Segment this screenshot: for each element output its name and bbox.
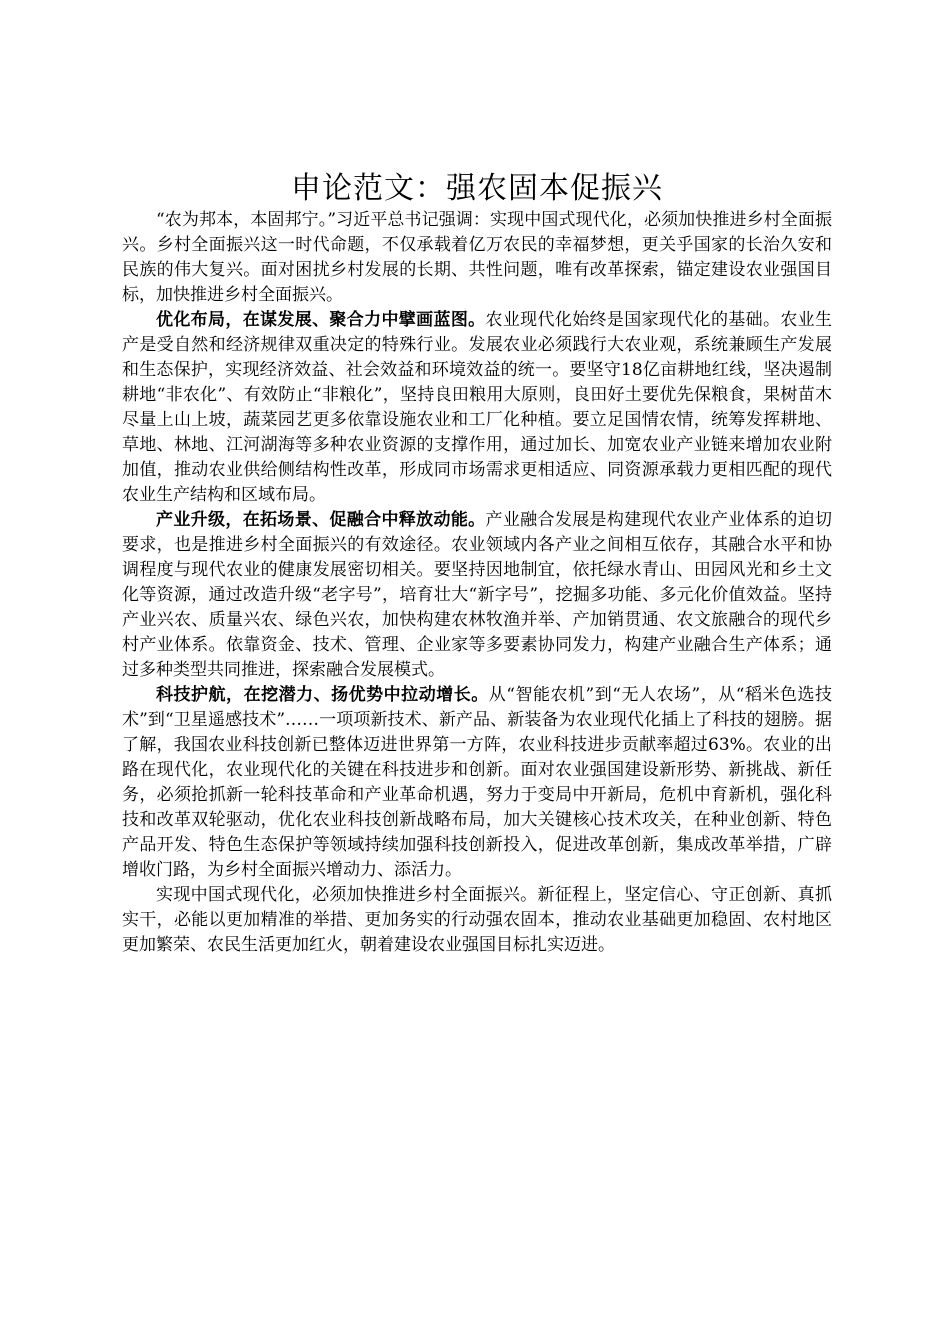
section-heading-3: 科技护航，在挖潜力、扬优势中拉动增长。 [156, 685, 489, 705]
section-body-2: 产业融合发展是构建现代农业产业体系的迫切要求，也是推进乡村全面振兴的有效途径。农业领域内各产业之间相互依存，其融合水平和协调程度与现代农业的健康发展密切相关。要坚持因地制宜，依托绿水青山、田园风光和乡土文化等资源，通过改造升级“老字号”，培育壮大“新字号”，挖掘多功能、多元化价值效益。坚持产业兴农、质量兴农、绿色兴农，加快构建农林牧渔并举、产加销贯通、农文旅融合的现代乡村产业体系。依靠资金、技术、管理、企业家等多要素协同发力，构建产业融合生产体系；通过多种类型共同推进，探索融合发展模式。 [122, 510, 832, 680]
section-body-3: 从“智能农机”到“无人农场”，从“稻米色选技术”到“卫星遥感技术”……一项项新技术、新产品、新装备为农业现代化插上了科技的翅膀。据了解，我国农业科技创新已整体迈进世界第一方阵，农业科技进步贡献率超过63%。农业的出路在现代化，农业现代化的关键在科技进步和创新。面对农业强国建设新形势、新挑战、新任务，必须抢抓新一轮科技革命和产业革命机遇，努力于变局中开新局，危机中育新机，强化科技和改革双轮驱动，优化农业科技创新战略布局，加大关键核心技术攻关，在种业创新、特色产品开发、特色生态保护等领域持续加强科技创新投入，促进改革创新，集成改革举措，广辟增收门路，为乡村全面振兴增动力、添活力。 [122, 685, 832, 880]
section-heading-2: 产业升级，在拓场景、促融合中释放动能。 [156, 510, 486, 530]
section-paragraph-3 [122, 683, 832, 883]
intro-paragraph: “农为邦本，本固邦宁。”习近平总书记强调：实现中国式现代化，必须加快推进乡村全面振兴。乡村全面振兴这一时代命题，不仅承载着亿万农民的幸福梦想，更关乎国家的长治久安和民族的伟大复兴。面对困扰乡村发展的长期、共性问题，唯有改革探索，锚定建设农业强国目标，加快推进乡村全面振兴。 [122, 210, 832, 305]
section-paragraph-1 [122, 308, 832, 508]
conclusion-paragraph: 实现中国式现代化，必须加快推进乡村全面振兴。新征程上，坚定信心、守正创新、真抓实干，必能以更加精准的举措、更加务实的行动强农固本，推动农业基础更加稳固、农村地区更加繁荣、农民生活更加红火，朝着建设农业强国目标扎实迈进。 [122, 885, 832, 955]
section-body-1: 农业现代化始终是国家现代化的基础。农业生产是受自然和经济规律双重决定的特殊行业。发展农业必须践行大农业观，系统兼顾生产发展和生态保护，实现经济效益、社会效益和环境效益的统一。要坚守18亿亩耕地红线，坚决遏制耕地“非农化”、有效防止“非粮化”，坚持良田粮用大原则，良田好土要优先保粮食，果树苗木尽量上山上坡，蔬菜园艺更多依靠设施农业和工厂化种植。要立足国情农情，统筹发挥耕地、草地、林地、江河湖海等多种农业资源的支撑作用，通过加长、加宽农业产业链来增加农业附加值，推动农业供给侧结构性改革，形成同市场需求更相适应、同资源承载力更相匹配的现代农业生产结构和区域布局。 [122, 310, 832, 505]
section-paragraph-2 [122, 508, 832, 683]
article-title: 申论范文：强农固本促振兴 [291, 171, 663, 206]
section-heading-1: 优化布局，在谋发展、聚合力中擘画蓝图。 [156, 310, 486, 330]
document-page [122, 170, 832, 958]
